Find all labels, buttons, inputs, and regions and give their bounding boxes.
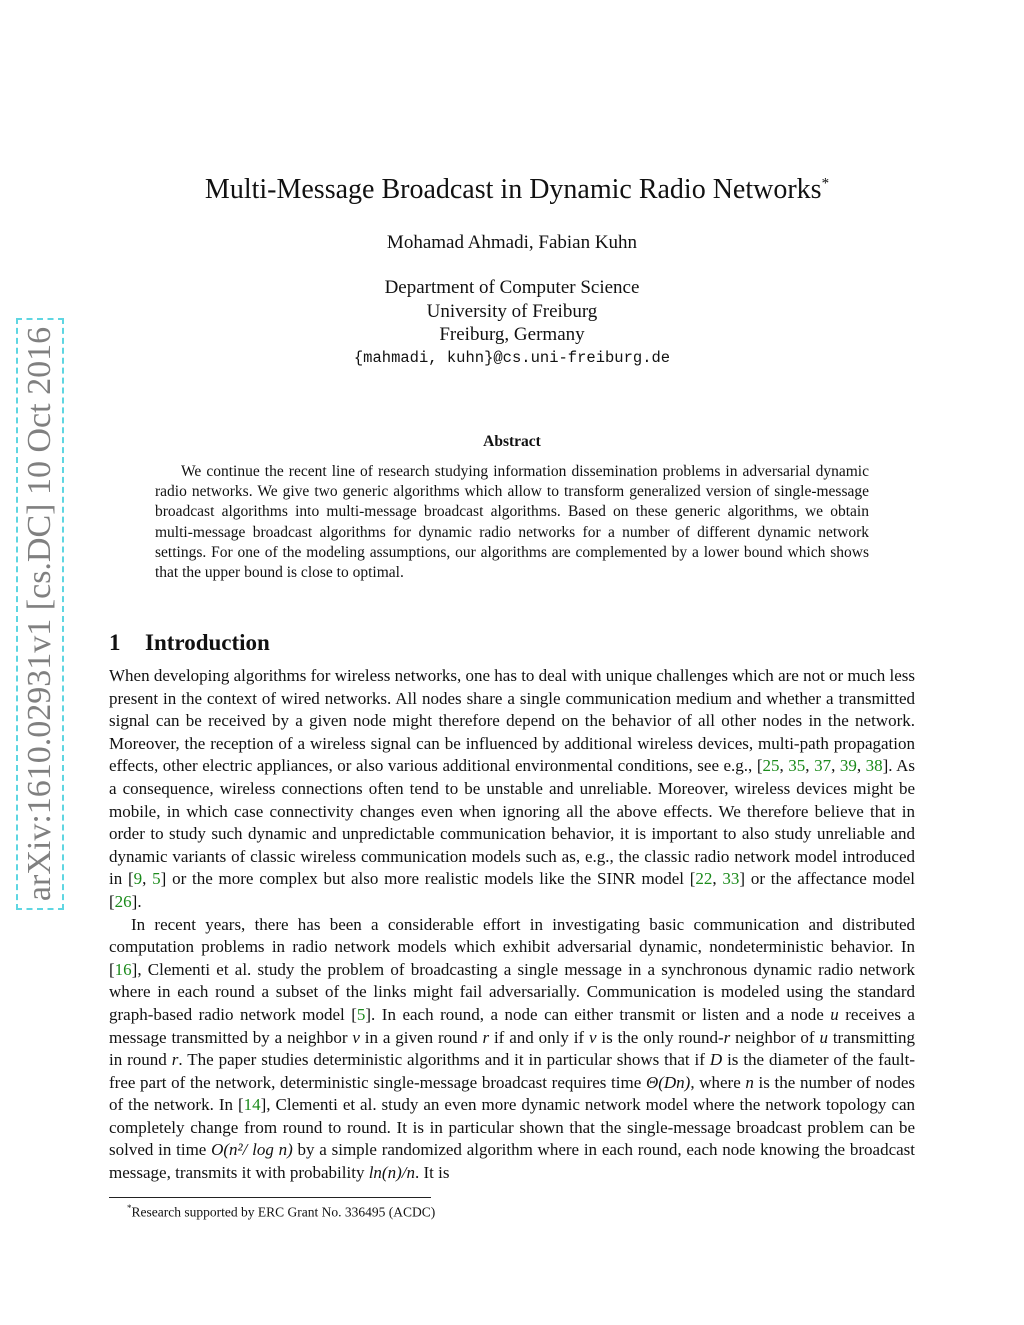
citation-link[interactable]: 14	[243, 1095, 261, 1115]
citation-link[interactable]: 39	[839, 756, 857, 776]
paper-title-text: Multi-Message Broadcast in Dynamic Radio Networks	[204, 174, 822, 205]
text-run: ]. As a consequence, wireless connections often tend to be unstable and unreliable. Moreover, wireless devices might be mobile, in which case connectivity changes even when ignoring all the above effects. We therefore believe that in order to study such dynamic and unpredictable communication behavior, it is important to also study unreliable and dynamic variants of classic wireless communication models such as, e.g., the classic radio network model introduced in [	[109, 756, 916, 889]
math-r: r	[723, 1027, 731, 1047]
text-run: ]. In each round, a node can either transmit or listen and a node	[365, 1004, 831, 1024]
body-text	[109, 665, 915, 1185]
citation-link[interactable]: 38	[865, 756, 883, 776]
citation-link[interactable]: 26	[114, 891, 132, 911]
math-r: r	[171, 1050, 179, 1070]
citation-link[interactable]: 9	[133, 869, 143, 889]
citation-link[interactable]: 22	[695, 869, 713, 889]
math-time: O(n²/ log n)	[211, 1140, 293, 1160]
arxiv-stamp	[16, 318, 64, 910]
text-run: transmitting in round	[109, 1027, 915, 1070]
text-run: ], Clementi et al. study an even more dynamic network model where the network topology can completely change from round to round. It is in particular shown that the single-message broadcast problem can be solved in time	[109, 1095, 915, 1160]
text-run: . It is	[414, 1163, 450, 1183]
math-r: r	[482, 1027, 490, 1047]
affiliation	[0, 276, 1024, 370]
abstract-text: We continue the recent line of research studying information dissemination problems in adversarial dynamic radio networks. We give two generic algorithms which allow to transform generalized version of single-message broadcast algorithms into multi-message broadcast algorithms. Based on these generic algorithms, we obtain multi-message broadcast algorithms for dynamic radio networks for a number of different dynamic network settings. For one of the modeling assumptions, our algorithms are complemented by a lower bound which shows that the upper bound is close to optimal.	[155, 463, 869, 582]
title-footnote-mark: *	[821, 175, 830, 192]
university: University of Freiburg	[426, 300, 598, 322]
text-run: if and only if	[489, 1027, 589, 1047]
paper-title	[0, 174, 1024, 206]
footnote-rule	[109, 1197, 431, 1198]
citation-link[interactable]: 37	[814, 756, 832, 776]
math-u: u	[830, 1004, 839, 1024]
footnote	[127, 1203, 435, 1221]
section-heading	[109, 630, 270, 656]
text-run: ] or the affectance model [	[109, 869, 916, 911]
paragraph-2	[109, 914, 915, 1185]
footnote-text: Research supported by ERC Grant No. 336495 (ACDC)	[131, 1204, 436, 1220]
city: Freiburg, Germany	[439, 324, 585, 345]
text-run: ], Clementi et al. study the problem of broadcasting a single message in a synchronous dynamic radio network where in each round a subset of the links might fail adversarially. Communication is modeled using the standard graph-based radio network model [	[109, 959, 915, 1024]
math-v: v	[352, 1027, 360, 1047]
math-u: u	[819, 1027, 828, 1047]
email: {mahmadi, kuhn}@cs.uni-freiburg.de	[353, 348, 671, 367]
text-run: is the diameter of the fault-free part of the network, deterministic single-message broadcast requires time	[109, 1050, 915, 1092]
text-run: is the only round-	[596, 1027, 724, 1047]
text-run: . The paper studies deterministic algorithms and it in particular shows that if	[178, 1050, 710, 1070]
text-run: ].	[131, 891, 142, 911]
citation-link[interactable]: 5	[152, 869, 161, 889]
math-v: v	[588, 1027, 597, 1047]
authors: Mohamad Ahmadi, Fabian Kuhn	[386, 232, 638, 253]
section-number: 1	[109, 630, 121, 655]
citation-link[interactable]: 33	[722, 869, 740, 889]
text-run: receives a message transmitted by a neighbor	[109, 1004, 915, 1047]
text-run: When developing algorithms for wireless networks, one has to deal with unique challenges which are not or much less present in the context of wired networks. All nodes share a single communication medium and whether a transmitted signal can be received by a given node might therefore depend on the behavior of all other nodes in the network. Moreover, the reception of a wireless signal can be influenced by additional wireless devices, multi-path propagation effects, other electric appliances, or also various additional environmental conditions, see e.g., [	[109, 666, 915, 776]
paragraph-1: When developing algorithms for wireless networks, one has to deal with unique challenges which are not or much less present in the context of wired networks. All nodes share a single communication medium and whether a transmitted signal can be received by a given node might therefore depend on the behavior of all other nodes in the network. Moreover, the reception of a wireless signal can be influenced by additional wireless devices, multi-path propagation effects, other electric appliances, or also various additional environmental conditions, see e.g., [25, 35, 37, 39, 38]. As a consequence, wireless connections often tend to be unstable and unreliable. Moreover, wireless devices might be mobile, in which case connectivity changes even when ignoring all the above effects. We therefore believe that in order to study such dynamic and unpredictable communication behavior, it is important to also study unreliable and dynamic variants of classic wireless communication models such as, e.g., the classic radio network model introduced in [9, 5] or the more complex but also more realistic models like the SINR model [22, 33] or the affectance model [26].	[109, 666, 916, 911]
citation-link[interactable]: 5	[356, 1004, 366, 1024]
text-run: , where	[690, 1072, 746, 1092]
citation-link[interactable]: 16	[114, 959, 132, 979]
arxiv-stamp-text: arXiv:1610.02931v1 [cs.DC] 10 Oct 2016	[21, 326, 58, 902]
math-theta: Θ(Dn)	[645, 1072, 691, 1092]
footnote-mark: *	[127, 1203, 132, 1213]
text-run: ] or the more complex but also more realistic models like the SINR model [	[160, 869, 696, 889]
abstract	[155, 462, 869, 583]
abstract-heading: Abstract	[483, 433, 541, 450]
department: Department of Computer Science	[384, 277, 640, 298]
section-title: Introduction	[145, 630, 270, 655]
math-n: n	[745, 1072, 754, 1092]
text-run: In recent years, there has been a considerable effort in investigating basic communication and distributed computation problems in radio network models which exhibit adversarial dynamic, nondeterministic behavior. In [	[109, 914, 915, 979]
math-D: D	[709, 1050, 723, 1070]
math-prob: ln(n)/n	[368, 1163, 415, 1183]
text-run: by a simple randomized algorithm where in each round, each node knowing the broadcast message, transmits it with probability	[109, 1140, 916, 1183]
citation-link[interactable]: 35	[788, 756, 806, 776]
text-run: neighbor of	[730, 1027, 820, 1047]
text-run: in a given round	[359, 1027, 483, 1047]
citation-link[interactable]: 25	[762, 756, 780, 776]
text-run: is the number of nodes of the network. In [	[109, 1072, 916, 1115]
